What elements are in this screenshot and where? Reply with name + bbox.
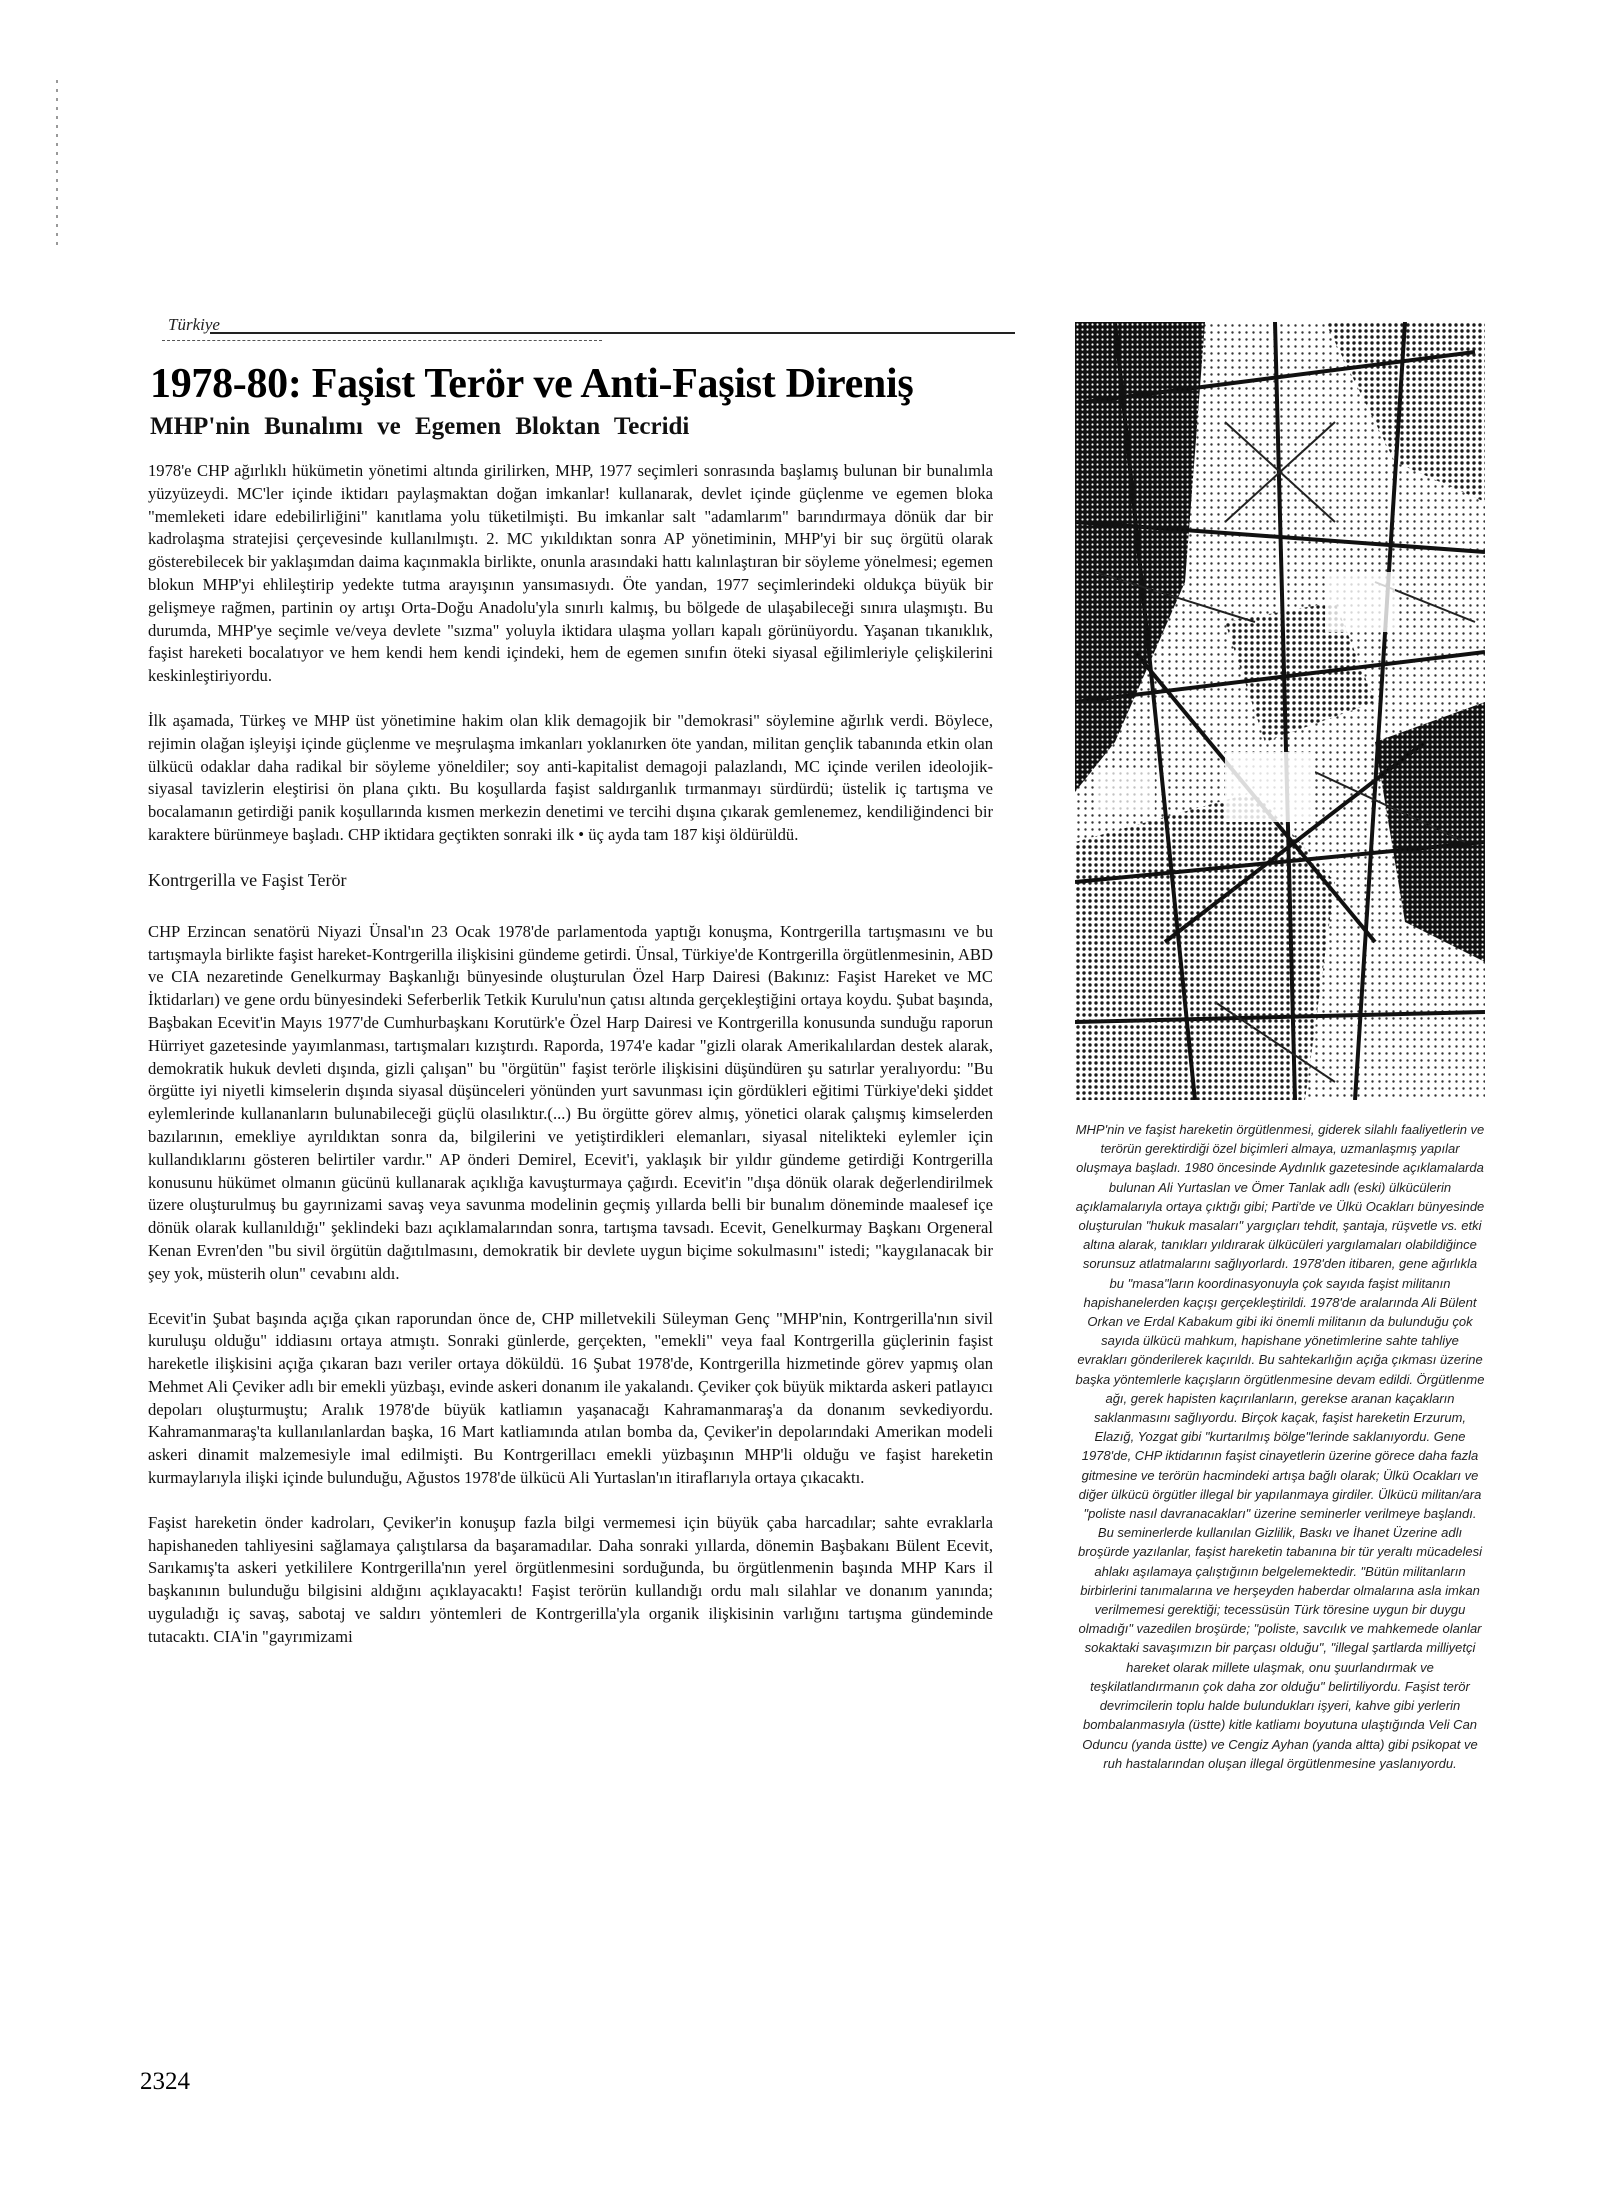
- section-label: Türkiye: [168, 315, 220, 334]
- article-subtitle: MHP'nin Bunalımı ve Egemen Bloktan Tecridi: [150, 413, 690, 440]
- paragraph: Ecevit'in Şubat başında açığa çıkan raporundan önce de, CHP milletvekili Süleyman Genç "MHP'nin, Kontrgerilla'nın sivil kuruluşu olduğu" iddiasını ortaya atmıştı. Sonraki günlerde, gerçekten, "emekli" veya faal Kontrgerilla güçlerinin faşist hareketle ilişkisini açığa çıkaran bazı veriler ortaya döküldü. 16 Şubat 1978'de, Kontrgerilla hizmetinde görev yapmış olan Mehmet Ali Çeviker adlı bir emekli yüzbaşı, evinde askeri donanım ile yakalandı. Çeviker çok büyük miktarda askeri patlayıcı depoları oluşturmuştu; Aralık 1978'de büyük katliamın yaşanacağı Kahramanmaraş'a da donanım sevkediyordu. Kahramanmaraş'ta kullanılanlardan başka, 16 Mart katliamında atılan bomba da, Çeviker'in depolarındaki Amerikan modeli askeri dinamit malzemesiyle imal edilmişti. Bu Kontrgerillacı emekli yüzbaşının MHP'li olduğu ve faşist hareketin kurmaylarıyla ilişki içinde bulunduğu, Ağustos 1978'de ülkücü Ali Yurtaslan'ın itiraflarıyla ortaya çıkacaktı.: [148, 1308, 993, 1488]
- header-rule: [210, 332, 1015, 334]
- page-number: 2324: [140, 2068, 190, 2095]
- paragraph: Faşist hareketin önder kadroları, Çeviker'in konuşup fazla bilgi vermemesi için büyük çaba harcadılar; sahte evraklarla hapishaneden tahliyesini sağlamaya çalıştılarsa da başaramadılar. Daha sonraki yıllarda, dönemin Başbakanı Bülent Ecevit, Sarıkamış'ta askeri yetkililere Kontrgerilla'nın yerel örgütlenmesini sorduğunda, bu örgütlenmenin başında MHP Kars il başkanının bulunduğu bilgisini aldığını açıklayacaktı! Faşist terörün kullandığı ordu malı silahlar ve donanım yanında; uyguladığı iç savaş, sabotaj ve saldırı yöntemleri de Kontrgerilla'yla organik ilişkisinin varlığını tartışma gündeminde tutacaktı. CIA'in "gayrımizami: [148, 1512, 993, 1646]
- paragraph: CHP Erzincan senatörü Niyazi Ünsal'ın 23 Ocak 1978'de parlamentoda yaptığı konuşma, Kontrgerilla tartışmasını ve bu tartışmayla birlikte faşist hareket-Kontrgerilla ilişkisini gündeme getirdi. Ünsal, Türkiye'de Kontrgerilla örgütlenmesinin, ABD ve CIA nezaretinde Genelkurmay Başkanlığı bünyesinde oluşturulan Özel Harp Dairesi (Bakınız: Faşist Hareket ve MC İktidarları) ve gene ordu bünyesindeki Seferberlik Tetkik Kurulu'nun çatısı altında gerçekleştiğini ortaya koydu. Şubat başında, Başbakan Ecevit'in Mayıs 1977'de Cumhurbaşkanı Korutürk'e Özel Harp Dairesi ve Kontrgerilla konusunda sunduğu raporun Hürriyet gazetesinde yayımlanması, tartışmaları kızıştırdı. Raporda, 1974'e kadar "gizli olarak Amerikalılardan destek alarak, demokratik hukuk devleti dışında, gizli çalışan" bu "örgütün" faşist terörle ilişkisini düşündüren şu satırlar yeralıyordu: "Bu örgütte iyi niyetli kimselerin dışında siyasal düşünceleri yönünden yurt savunması için gördükleri eğitimi Türkiye'deki şiddet eylemlerinde kullananların bulunabileceği güçlü olasılıktır.(...) Bu örgütte görev almış, yönetici olarak çalışmış kimselerden bazılarının, emekliye ayrıldıktan sonra da, bilgilerini ve yetiştirdikleri elemanları, siyasal nitelikteki eylemler için kullandıklarını gösteren belirtiler vardır." AP önderi Demirel, Ecevit'i, yaklaşık bir yıldır gündeme getirdiği Kontrgerilla konusunu hükümet olmanın gücünü kullanarak açıklığa kavuşturmaya çağırdı. Ecevit'in "dışa dönük olarak değerlendirilmek üzere oluşturulmuş bu gayrınizami savaş veya savunma modelinin geçmiş yıllarda belli bir bunalım döneminde maalesef içe dönük olarak kullanıldığı" şeklindeki bazı açıklamalarından sonra, tartışma tavsadı. Ecevit, Genelkurmay Başkanı Orgeneral Kenan Evren'den "bu sivil örgütün dağıtılmasını, demokratik bir devlete uygun biçime sokulmasını" istedi; "kaygılanacak bir şey yok, müsterih olun" cevabını aldı.: [148, 921, 993, 1283]
- article-title: 1978-80: Faşist Terör ve Anti-Faşist Direniş: [150, 361, 914, 407]
- article-photo: [1075, 322, 1485, 1100]
- article-body: [148, 460, 993, 1671]
- header-subrule: [162, 340, 602, 341]
- scan-artifact: [56, 80, 58, 250]
- photo-caption: MHP'nin ve faşist hareketin örgütlenmesi, giderek silahlı faaliyetlerin ve terörün gerektirdiği özel biçimleri almaya, uzmanlaşmış yapılar oluşmaya başladı. 1980 öncesinde Aydınlık gazetesinde açıklamalarda bulunan Ali Yurtaslan ve Ömer Tanlak adlı (eski) ülkücülerin açıklamalarıyla ortaya çıktığı gibi; Parti'de ve Ülkü Ocakları bünyesinde oluşturulan "hukuk masaları" yargıçları tehdit, şantaja, rüşvetle vs. etki altına alarak, tanıkları yıldırarak ülkücüleri yargılamaları olabildiğince sorunsuz atlatmalarını sağlıyorlardı. 1978'den itibaren, gene ağırlıkla bu "masa"ların koordinasyonuyla çok sayıda faşist militanın hapishanelerden kaçışı gerçekleştirildi. 1978'de aralarında Ali Bülent Orkan ve Erdal Kabakum gibi iki önemli militanın da bulunduğu çok sayıda ülkücü mahkum, hapishane yönetimlerine sahte tahliye evrakları gönderilerek kaçırıldı. Bu sahtekarlığın açığa çıkması üzerine başka yöntemlerle kaçışların örgütlenmesine devam edildi. Örgütlenme ağı, gerek hapisten kaçırılanların, gerekse aranan kaçakların saklanmasını sağlıyordu. Birçok kaçak, faşist hareketin Erzurum, Elazığ, Yozgat gibi "kurtarılmış bölge"lerinde saklanıyordu. Gene 1978'de, CHP iktidarının faşist cinayetlerin üzerine görece daha fazla gitmesine ve terörün hacmindeki artışa bağlı olarak; Ülkü Ocakları ve diğer ülkücü örgütler illegal bir yapılanmaya girdiler. Ülkücü militan/ara "poliste nasıl davranacakları" üzerine seminerler verilmeye başlandı. Bu seminerlerde kullanılan Gizlilik, Baskı ve İhanet Üzerine adlı broşürde yazılanlar, faşist hareketin tabanına bir tür yeraltı mücadelesi ahlakı aşılamaya çalıştığının belgelemektedir. "Bütün militanların birbirlerini tanımalarına ve herşeyden haberdar olmalarına asla imkan verilmemesi gerektiği; tecessüsün Türk töresine uygun bir duygu olmadığı" vazedilen broşürde; "poliste, savcılık ve mahkemede olanlar sokaktaki savaşımızın bir parçası olduğu", "illegal şartlarda milliyetçi hareket olarak millete ulaşmak, onu şuurlandırmak ve teşkilatlandırmanın çok daha zor olduğu" belirtiliyordu. Faşist terör devrimcilerin toplu halde bulundukları işyeri, kahve gibi yerlerin bombalanmasıyla (üstte) kitle katliamı boyutuna ulaştığında Veli Can Oduncu (yanda üstte) ve Cengiz Ayhan (yanda altta) gibi psikopat ve ruh hastalarından oluşan illegal örgütlenmesine yaslanıyordu.: [1075, 1122, 1485, 1771]
- paragraph: 1978'e CHP ağırlıklı hükümetin yönetimi altında girilirken, MHP, 1977 seçimleri sonrasında başlamış bulunan bir bunalımla yüzyüzeydi. MC'ler içinde iktidarı paylaşmaktan doğan imkanlar! kullanarak, devlet içinde güçlenme ve egemen bloka "memleketi idare edebilirliğini" kanıtlama yolu tüketilmişti. Bu imkanlar salt "adamlarım" barındırmaya dönük dar bir kadrolaşma stratejisi çerçevesinde kullanılmıştı. 2. MC yıkıldıktan sonra AP yönetiminin, MHP'yi bir suç örgütü olarak gösterebilecek bir yaklaşımdan daima kaçınmakla birlikte, onunla arasındaki hattı kalınlaştıran bir söyleme yönelmesi; egemen blokun MHP'yi ehlileştirip yedekte tutma arayışının yansımasıydı. Öte yandan, 1977 seçimlerindeki oldukça büyük bir gelişmeye rağmen, partinin oy artışı Orta-Doğu Anadolu'yla sınırlı kalmış, bu bölgede de ulaşabileceği sınıra ulaşmıştı. Bu durumda, MHP'ye seçimle ve/veya devlete "sızma" yoluyla iktidara ulaşma yolları kapalı görünüyordu. Yaşanan tıkanıklık, faşist hareketi bocalatıyor ve hem kendi hem kendi içindeki, hem de egemen sınıfın öteki siyasal eğilimleriyle çelişkilerini keskinleştiriyordu.: [148, 461, 993, 686]
- paragraph: İlk aşamada, Türkeş ve MHP üst yönetimine hakim olan klik demagojik bir "demokrasi" söylemine ağırlık verdi. Böylece, rejimin olağan işleyişi içinde güçlenme ve meşrulaşma imkanları yoklanırken öte yandan, militan gençlik tabanında etkin olan ülkücü odaklar daha radikal bir söyleme yöneldiler; soy anti-kapitalist demagoji palazlandı, MC içinde verilen ideolojik-siyasal tavizlerin eleştirisi ön plana çıktı. Bu koşullarda faşist saldırganlık tırmanmayı sürdürdü; üstelik iç tartışma ve bocalamanın getirdiği panik koşullarında kısmen merkezin denetimi ve tercihi dışına çıkarak gemlenemez, kendiliğindenci bir karaktere bürünmeye başladı. CHP iktidara geçtikten sonraki ilk • üç ayda tam 187 kişi öldürüldü.: [148, 710, 993, 844]
- section-heading: Kontrgerilla ve Faşist Terör: [148, 869, 347, 890]
